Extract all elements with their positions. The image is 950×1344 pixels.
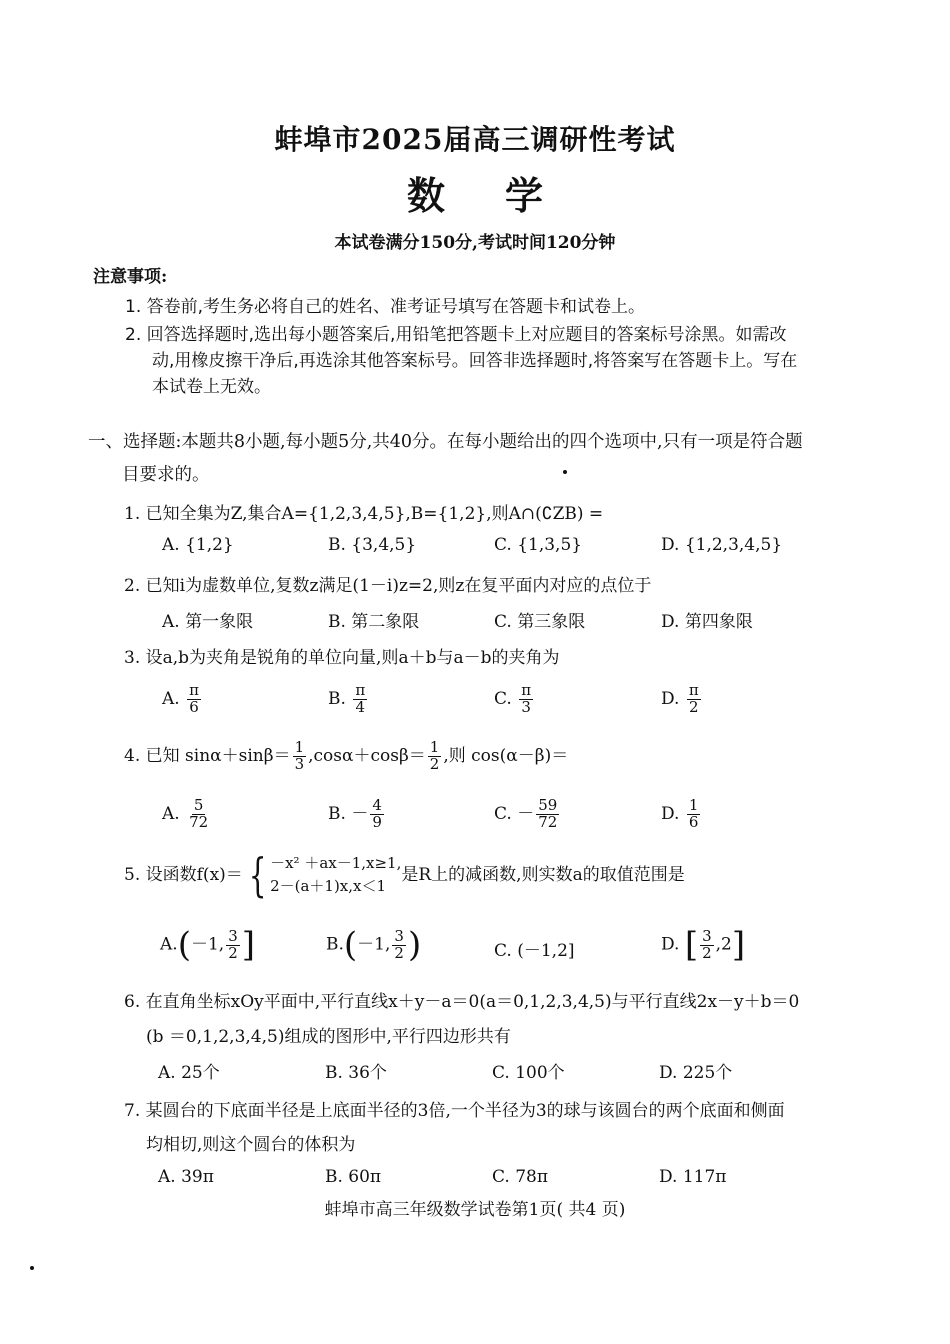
q3-option-c: C. $\frac{\pi}{3}$ <box>494 681 532 716</box>
q3-option-a: A. $\frac{\pi}{6}$ <box>162 681 199 716</box>
question-number: 1. <box>124 504 141 524</box>
fraction: $\frac{1}{6}$ <box>688 796 699 831</box>
q7-option-a: A. 39π <box>158 1167 214 1187</box>
score-time-line: 本试卷满分150分,考试时间120分钟 <box>334 233 616 253</box>
exam-title: 蚌埠市2025届高三调研性考试 <box>274 123 676 156</box>
question-number: 6. <box>124 992 141 1012</box>
question-number: 7. <box>124 1101 141 1121</box>
question-stem: 已知全集为Z,集合A={1,2,3,4,5},B={1,2},则A∩(∁ZB) = <box>145 504 604 524</box>
question-7-line-2: 均相切,则这个圆台的体积为 <box>146 1135 356 1155</box>
q5-option-d: D. [ $\frac{3}{2}$ ,2] <box>661 925 746 965</box>
notice-item-text: 回答选择题时,选出每小题答案后,用铅笔把答题卡上对应题目的答案标号涂黑。如需改 <box>146 325 787 345</box>
piecewise-function: { －x² ＋ax－1,x≥1, 2－(a＋1)x,x＜1 <box>248 848 402 903</box>
question-number: 4. <box>124 745 141 766</box>
notice-item-number: 2. <box>125 325 142 345</box>
q1-option-c: C. {1,3,5} <box>494 535 583 555</box>
q4-option-a: A. $\frac{5}{72}$ <box>162 796 209 831</box>
q2-option-d: D. 第四象限 <box>661 612 753 632</box>
q6-option-c: C. 100个 <box>492 1063 565 1083</box>
q4-option-c: C. － $\frac{59}{72}$ <box>494 796 558 831</box>
notice-item-text: 答卷前,考生务必将自己的姓名、准考证号填写在答题卡和试卷上。 <box>146 297 646 317</box>
q3-option-d: D. $\frac{\pi}{2}$ <box>661 681 699 716</box>
q1-option-b: B. {3,4,5} <box>328 535 417 555</box>
q4-option-d: D. $\frac{1}{6}$ <box>661 796 699 831</box>
notice-heading: 注意事项: <box>93 267 168 287</box>
q7-option-d: D. 117π <box>659 1167 727 1187</box>
scan-speck <box>563 470 567 474</box>
q5-option-c: C. (－1,2] <box>494 941 575 961</box>
fraction: $\frac{1}{3}$ <box>294 738 305 773</box>
section-heading: 一、选择题:本题共8小题,每小题5分,共40分。在每小题给出的四个选项中,只有一项是符合题 <box>88 432 803 452</box>
q6-option-a: A. 25个 <box>158 1063 220 1083</box>
q5-option-a: A.(－1, $\frac{3}{2}$ ] <box>160 925 255 965</box>
notice-item-number: 1. <box>125 297 142 317</box>
fraction: $\frac{\pi}{4}$ <box>355 681 366 716</box>
question-stem: 已知i为虚数单位,复数z满足(1－i)z=2,则z在复平面内对应的点位于 <box>145 576 652 596</box>
q2-option-b: B. 第二象限 <box>328 612 420 632</box>
page-footer: 蚌埠市高三年级数学试卷第1页( 共4 页) <box>324 1200 626 1220</box>
section-heading-line-2: 目要求的。 <box>122 465 210 485</box>
question-5: 5. 设函数f(x)＝ { －x² ＋ax－1,x≥1, 2－(a＋1)x,x＜1 是R上的减函数,则实数a的取值范围是 <box>124 848 685 903</box>
question-7 <box>124 1096 785 1121</box>
q7-option-b: B. 60π <box>325 1167 382 1187</box>
question-number: 3. <box>124 648 141 668</box>
question-2 <box>124 571 651 596</box>
question-6-line-2: (b ＝0,1,2,3,4,5)组成的图形中,平行四边形共有 <box>146 1027 511 1047</box>
fraction: $\frac{\pi}{3}$ <box>521 681 532 716</box>
subject-title: 数学 <box>406 173 603 218</box>
q3-option-b: B. $\frac{\pi}{4}$ <box>328 681 366 716</box>
question-6 <box>124 987 799 1012</box>
fraction: $\frac{3}{2}$ <box>702 926 712 962</box>
q5-option-b: B.(－1, $\frac{3}{2}$ ) <box>326 925 422 965</box>
fraction: $\frac{4}{9}$ <box>372 796 382 831</box>
fraction: $\frac{59}{72}$ <box>538 796 558 831</box>
notice-item-2 <box>125 320 786 345</box>
fraction: $\frac{\pi}{6}$ <box>189 681 199 716</box>
question-number: 5. <box>124 864 141 885</box>
question-number: 2. <box>124 576 141 596</box>
q7-option-c: C. 78π <box>492 1167 549 1187</box>
q2-option-c: C. 第三象限 <box>494 612 586 632</box>
question-1 <box>124 499 603 524</box>
fraction: $\frac{5}{72}$ <box>189 796 209 831</box>
question-stem: 在直角坐标xOy平面中,平行直线x＋y－a＝0(a＝0,1,2,3,4,5)与平行直线2x－y＋b＝0 <box>145 992 800 1012</box>
notice-item-2-line-2: 动,用橡皮擦干净后,再选涂其他答案标号。回答非选择题时,将答案写在答题卡上。写在 <box>152 351 798 371</box>
question-3 <box>124 643 560 668</box>
q1-option-a: A. {1,2} <box>162 535 234 555</box>
case-2: 2－(a＋1)x,x＜1 <box>270 877 387 896</box>
question-4: 4. 已知 sinα＋sinβ＝ $\frac{1}{3}$ ,cosα＋cosβ＝ $\frac{1}{2}$ ,则 cos(α－β)＝ <box>124 738 569 773</box>
question-stem: 某圆台的下底面半径是上底面半径的3倍,一个半径为3的球与该圆台的两个底面和侧面 <box>145 1101 785 1121</box>
fraction: $\frac{3}{2}$ <box>228 926 238 962</box>
q1-option-d: D. {1,2,3,4,5} <box>661 535 783 555</box>
notice-item-1 <box>125 292 645 317</box>
notice-item-2-line-3: 本试卷上无效。 <box>152 377 271 397</box>
q6-option-d: D. 225个 <box>659 1063 733 1083</box>
fraction: $\frac{3}{2}$ <box>394 926 404 962</box>
fraction: $\frac{1}{2}$ <box>429 738 440 773</box>
fraction: $\frac{\pi}{2}$ <box>688 681 699 716</box>
q6-option-b: B. 36个 <box>325 1063 387 1083</box>
case-1: －x² ＋ax－1,x≥1, <box>270 854 402 872</box>
question-stem: 设a,b为夹角是锐角的单位向量,则a＋b与a－b的夹角为 <box>145 648 560 668</box>
q2-option-a: A. 第一象限 <box>162 612 254 632</box>
q4-option-b: B. － $\frac{4}{9}$ <box>328 796 382 831</box>
scan-speck <box>30 1266 34 1270</box>
